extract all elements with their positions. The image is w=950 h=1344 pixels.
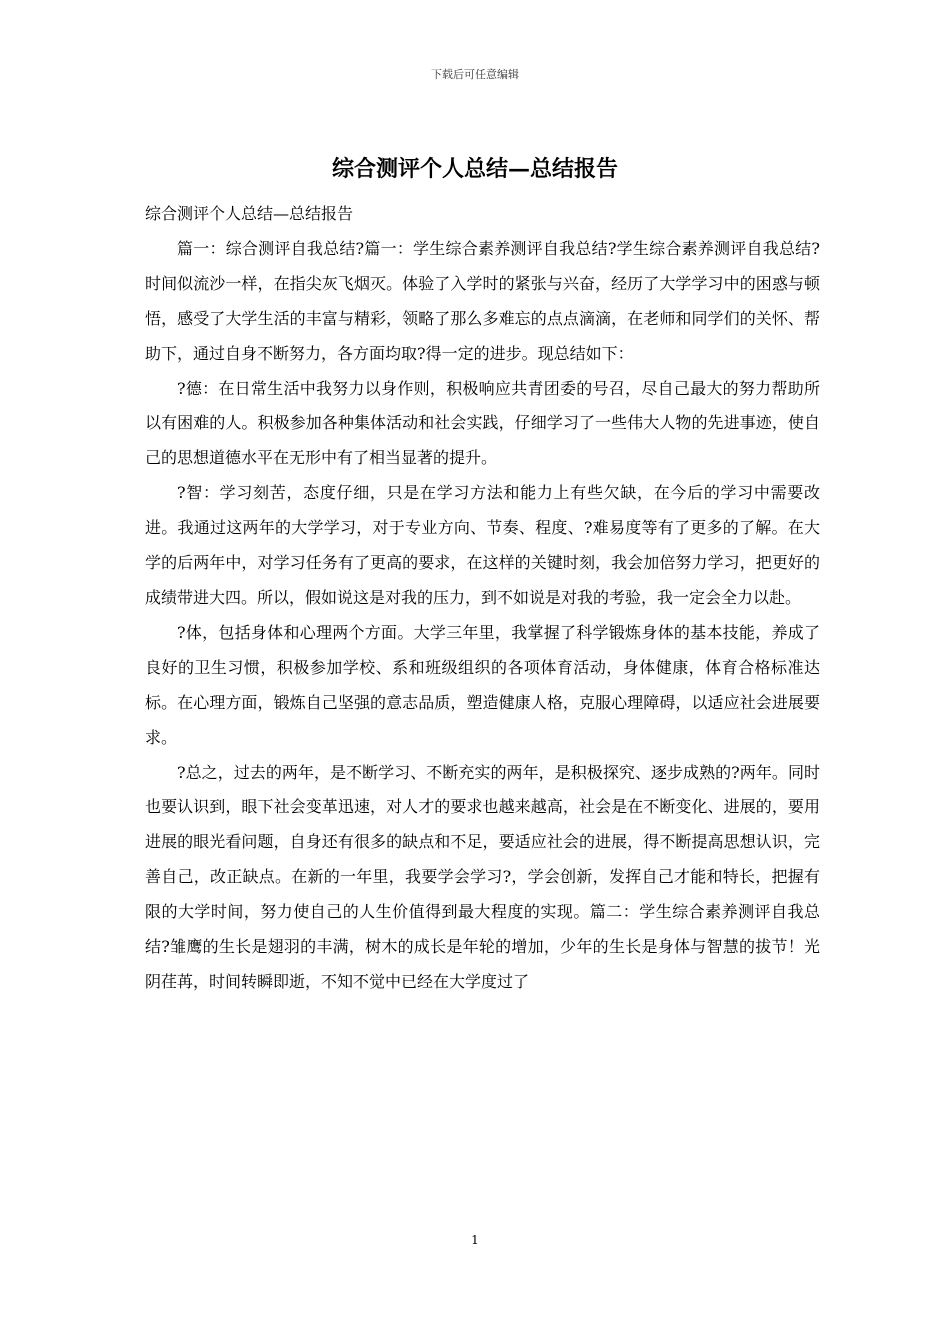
document-body	[145, 197, 820, 1000]
paragraph-intellect: ?智：学习刻苦，态度仔细，只是在学习方法和能力上有些欠缺，在今后的学习中需要改进。我通过这两年的大学学习，对于专业方向、节奏、程度、?难易度等有了更多的了解。在大学的后两年中，对学习任务有了更高的要求，在这样的关键时刻，我会加倍努力学习，把更好的成绩带进大四。所以，假如说这是对我的压力，到不如说是对我的考验，我一定会全力以赴。	[145, 483, 820, 607]
page-header-note: 下载后可任意编辑	[431, 68, 519, 81]
paragraph-conclusion: ?总之，过去的两年，是不断学习、不断充实的两年，是积极探究、逐步成熟的?两年。同时也要认识到，眼下社会变革迅速，对人才的要求也越来越高，社会是在不断变化、进展的，要用进展的眼光看问题，自身还有很多的缺点和不足，要适应社会的进展，得不断提高思想认识，完善自己，改正缺点。在新的一年里，我要学会学习?，学会创新，发挥自己才能和特长，把握有限的大学时间，努力使自己的人生价值得到最大程度的实现。篇二：学生综合素养测评自我总结?雏鹰的生长是翅羽的丰满，树木的成长是年轮的增加，少年的生长是身体与智慧的拔节！光阴荏苒，时间转瞬即逝，不知不觉中已经在大学度过了	[145, 762, 820, 991]
paragraph-intro: 篇一：综合测评自我总结?篇一：学生综合素养测评自我总结?学生综合素养测评自我总结?时间似流沙一样，在指尖灰飞烟灭。体验了入学时的紧张与兴奋，经历了大学学习中的困惑与顿悟，感受了大学生活的丰富与精彩，领略了那么多难忘的点点滴滴，在老师和同学们的关怀、帮助下，通过自身不断努力，各方面均取?得一定的进步。现总结如下：	[145, 238, 820, 363]
document-subtitle: 综合测评个人总结—总结报告	[145, 204, 354, 223]
paragraph-morality: ?德：在日常生活中我努力以身作则，积极响应共青团委的号召，尽自己最大的努力帮助所以有困难的人。积极参加各种集体活动和社会实践，仔细学习了一些伟大人物的先进事迹，使自己的思想道德水平在无形中有了相当显著的提升。	[145, 378, 820, 468]
document-title: 综合测评个人总结—总结报告	[331, 156, 618, 182]
paragraph-physical: ?体，包括身体和心理两个方面。大学三年里，我掌握了科学锻炼身体的基本技能，养成了良好的卫生习惯，积极参加学校、系和班级组织的各项体育活动，身体健康，体育合格标准达标。在心理方面，锻炼自己坚强的意志品质，塑造健康人格，克服心理障碍，以适应社会进展要求。	[145, 622, 820, 747]
page-number: 1	[471, 1233, 479, 1247]
